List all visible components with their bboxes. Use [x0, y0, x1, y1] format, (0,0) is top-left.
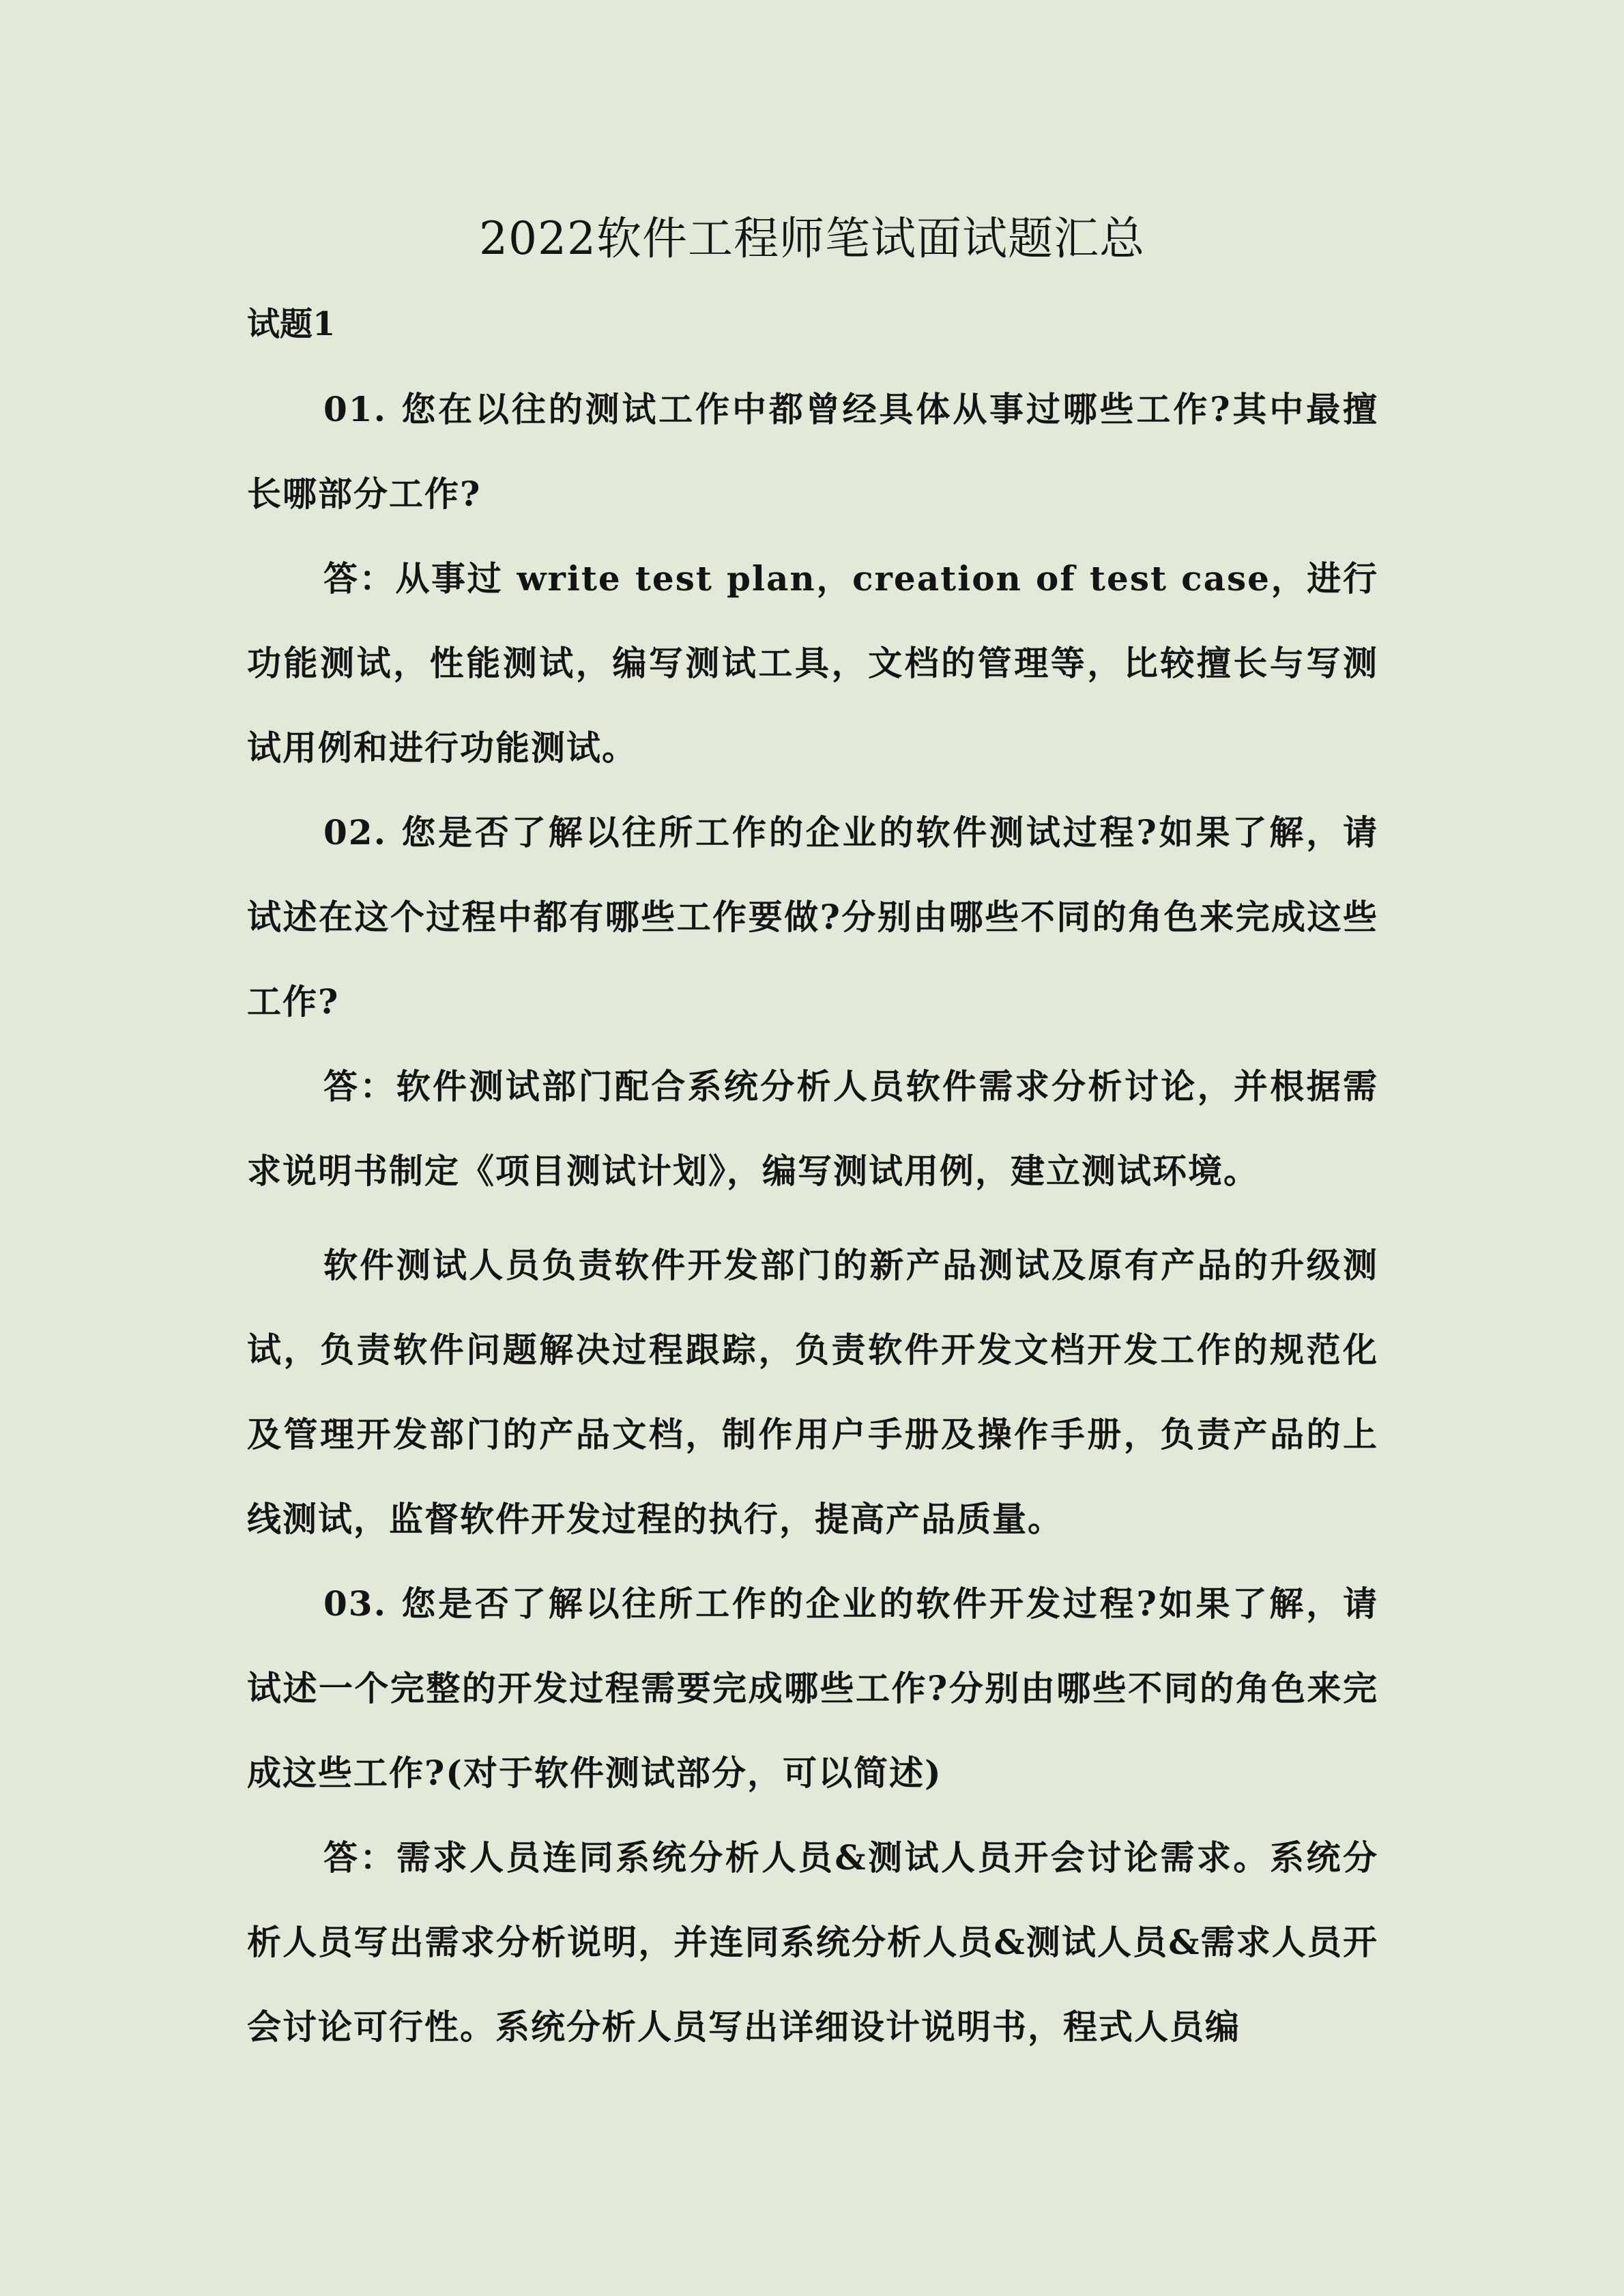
question-02: 02. 您是否了解以往所工作的企业的软件测试过程?如果了解，请试述在这个过程中都有哪些工作要做?分别由哪些不同的角色来完成这些工作?	[247, 812, 1378, 1022]
answer-03: 答：需求人员连同系统分析人员&测试人员开会讨论需求。系统分析人员写出需求分析说明，并连同系统分析人员&测试人员&需求人员开会讨论可行性。系统分析人员写出详细设计说明书，程式人员编	[247, 1837, 1378, 2047]
answer-01: 答：从事过 write test plan，creation of test case，进行功能测试，性能测试，编写测试工具，文档的管理等，比较擅长与写测试用例和进行功能测试。	[247, 558, 1378, 768]
document-title: 2022软件工程师笔试面试题汇总	[479, 212, 1145, 265]
question-03: 03. 您是否了解以往所工作的企业的软件开发过程?如果了解，请试述一个完整的开发过程需要完成哪些工作?分别由哪些不同的角色来完成这些工作?(对于软件测试部分，可以简述)	[247, 1583, 1378, 1793]
answer-02-part-1: 答：软件测试部门配合系统分析人员软件需求分析讨论，并根据需求说明书制定《项目测试计划》，编写测试用例，建立测试环境。	[247, 1066, 1378, 1191]
answer-02-part-2: 软件测试人员负责软件开发部门的新产品测试及原有产品的升级测试，负责软件问题解决过程跟踪，负责软件开发文档开发工作的规范化及管理开发部门的产品文档，制作用户手册及操作手册，负责产品的上线测试，监督软件开发过程的执行，提高产品质量。	[247, 1245, 1378, 1539]
section-heading: 试题1	[247, 305, 336, 343]
question-01: 01. 您在以往的测试工作中都曾经具体从事过哪些工作?其中最擅长哪部分工作?	[247, 389, 1378, 514]
